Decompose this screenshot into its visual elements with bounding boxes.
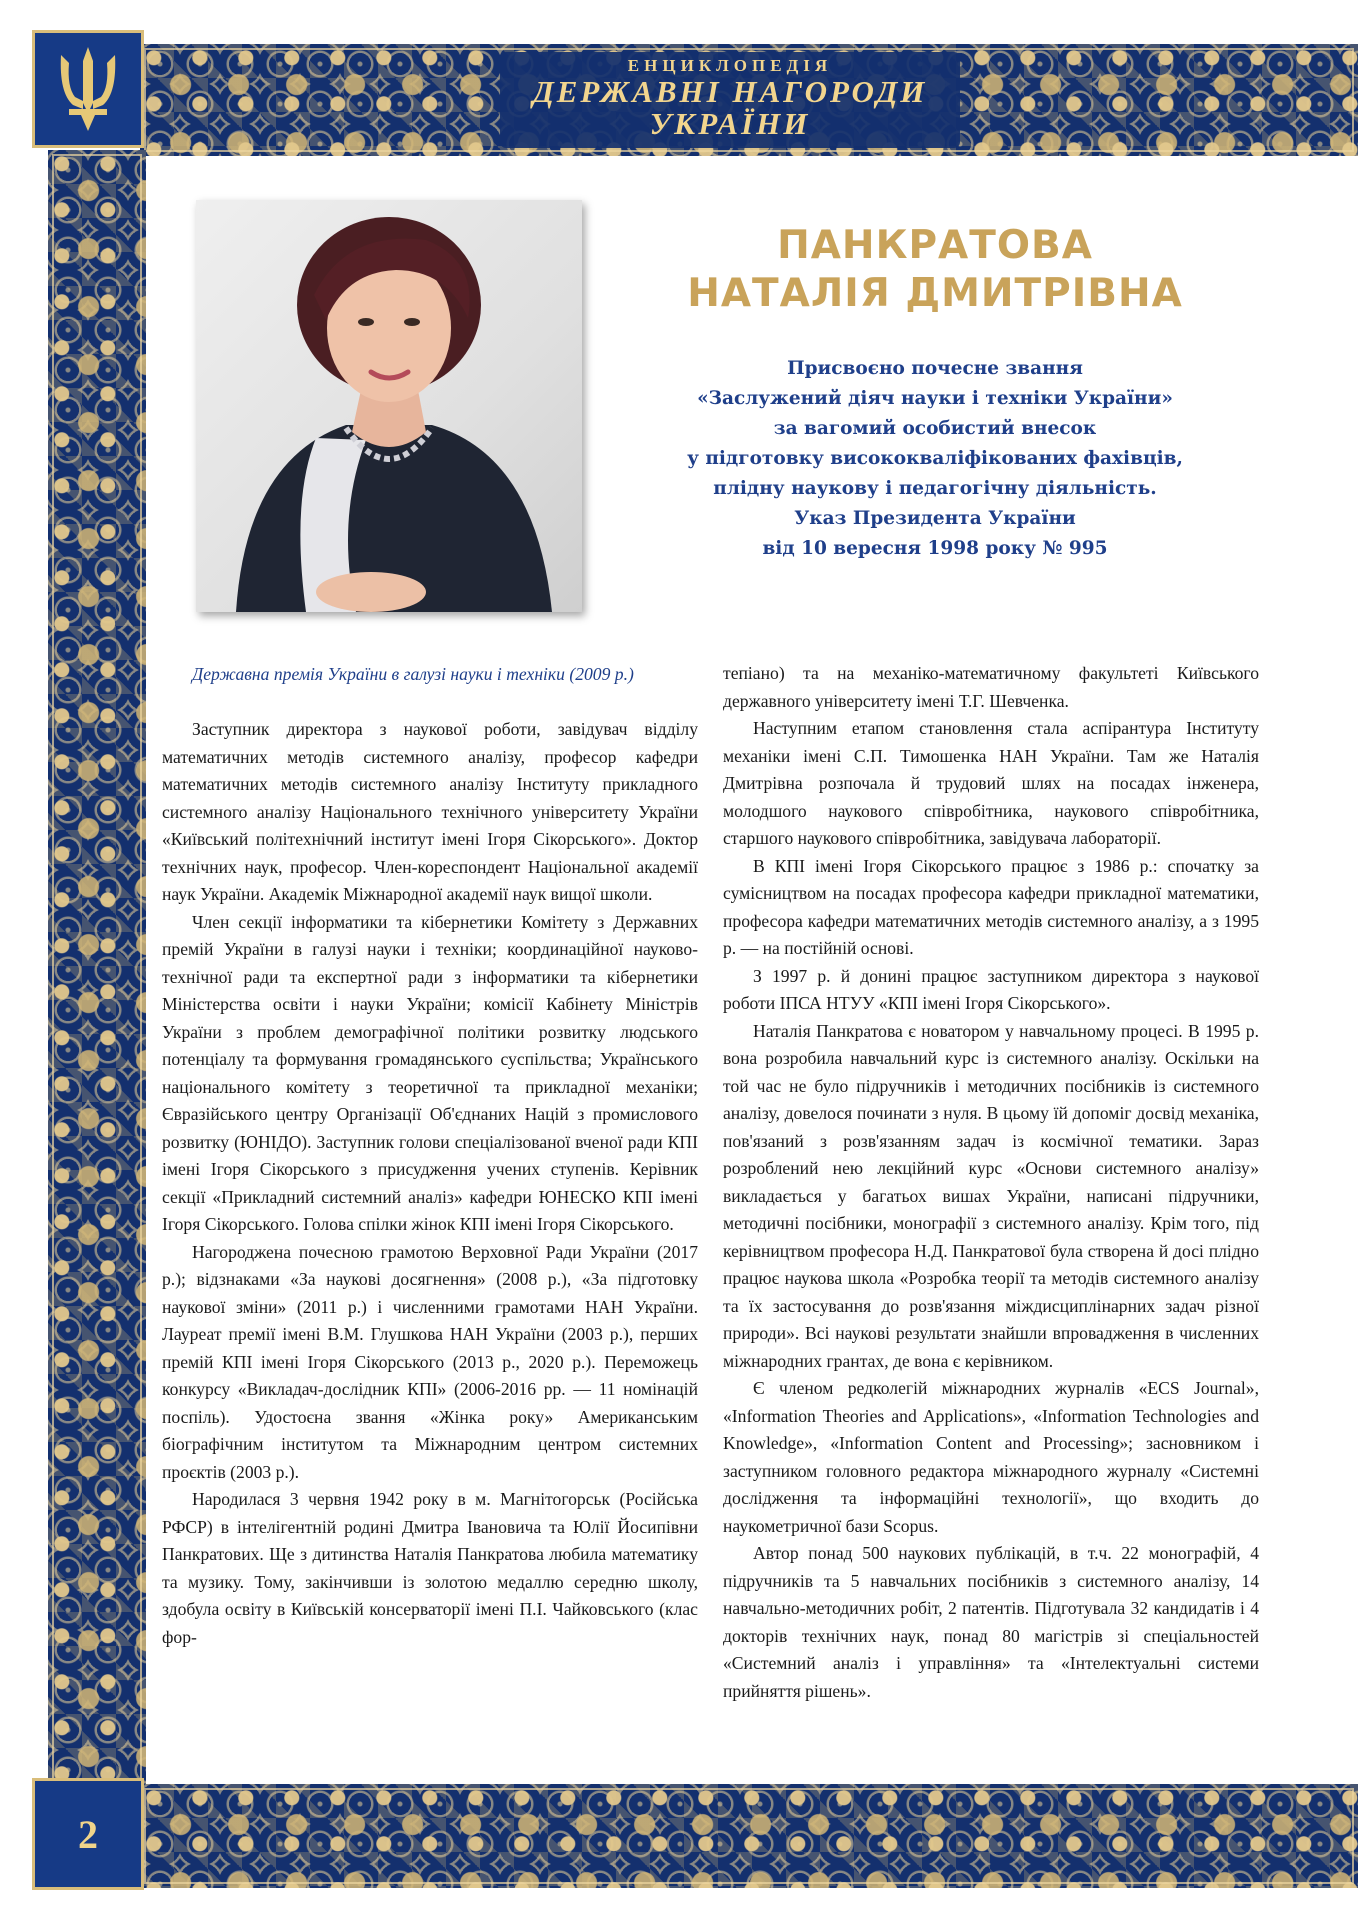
person-given-names: НАТАЛІЯ ДМИТРІВНА <box>687 271 1183 316</box>
person-name <box>640 222 1230 318</box>
paragraph: Заступник директора з наукової роботи, завідувач відділу математичних методів системного аналізу, професор кафедри математичних методів системного аналізу Інституту прикладного системного аналізу Національного технічного університету України «Київський політехнічний інститут імені Ігоря Сікорського». Доктор технічних наук, професор. Член-кореспондент Національної академії наук України. Академік Міжнародної академії наук вищої школи. <box>162 719 698 904</box>
paragraph: тепіано) та на механіко-математичному факультеті Київського державного університету імені Т.Г. Шевченка. <box>723 663 1259 711</box>
title-line-1: ДЕРЖАВНІ НАГОРОДИ <box>532 74 928 109</box>
paragraph: Автор понад 500 наукових публікацій, в т.ч. 22 монографій, 4 підручників та 5 навчальних посібників з системного аналізу, 14 навчально-методичних робіт, 2 патентів. Підготувала 32 кандидатів і 4 докторів технічних наук, понад 80 магістрів зі спеціальностей «Системний аналіз і управління» та «Інтелектуальні системи прийняття рішень». <box>723 1543 1259 1701</box>
award-line: за вагомий особистий внесок <box>773 418 1097 439</box>
paragraph: З 1997 р. й донині працює заступником директора з наукової роботи ІПСА НТУУ «КПІ імені Ігоря Сікорського». <box>723 965 1259 1013</box>
state-prize-caption: Державна премія України в галузі науки і техніки (2009 р.) <box>192 664 634 684</box>
award-line: Присвоєно почесне звання <box>787 358 1083 379</box>
paragraph: В КПІ імені Ігоря Сікорського працює з 1986 р.: спочатку за сумісництвом на посадах професора кафедри прикладної математики, професора кафедри математичних методів системного аналізу, а з 1995 р. — на постійній основі. <box>723 855 1259 958</box>
paragraph: Наступним етапом становлення стала аспірантура Інституту механіки імені С.П. Тимошенка НАН України. Там же Наталія Дмитрівна розпочала й трудовий шлях на посадах інженера, молодшого наукового співробітника, наукового співробітника, старшого наукового співробітника, завідувача лабораторії. <box>723 718 1259 848</box>
ornament-left-border <box>48 150 146 1790</box>
paragraph: Народилася 3 червня 1942 року в м. Магнітогорськ (Російська РФСР) в інтелігентній родині Дмитра Івановича та Юлії Йосипівни Панкратових. Ще з дитинства Наталія Панкратова любила математику та музику. Тому, закінчивши із золотою медаллю середню школу, здобула освіту в Київській консерваторії імені П.І. Чайковського (клас фор- <box>162 1489 698 1647</box>
paragraph: Член секції інформатики та кібернетики Комітету з Державних премій України в галузі науки і техніки; координаційної науково-технічної ради та експертної ради з інформатики та кібернетики Міністерства освіти і науки України; комісії Кабінету Міністрів України з проблем демографічної політики розвитку людського потенціалу та формування громадянського суспільства; Українського національного комітету з теоретичної та прикладної механіки; Євразійського центру Організації Об'єднаних Націй з промислового розвитку (ЮНІДО). Заступник голови спеціалізованої вченої ради КПІ імені Ігоря Сікорського з присудження учених ступенів. Керівник секції «Прикладний системний аналіз» кафедри ЮНЕСКО КПІ імені Ігоря Сікорського. Голова спілки жінок КПІ імені Ігоря Сікорського. <box>162 911 698 1234</box>
person-surname: ПАНКРАТОВА <box>777 223 1093 268</box>
encyclopedia-subtitle: ЕНЦИКЛОПЕДІЯ <box>627 56 833 75</box>
paragraph: Наталія Панкратова є новатором у навчальному процесі. В 1995 р. вона розробила навчальний курс із системного аналізу. Оскільки на той час не було підручників і методичних посібників із системного аналізу, довелося починати з нуля. В цьому їй допоміг досвід механіка, пов'язаний з розв'язанням задач із космічної тематики. Зараз розроблений нею лекційний курс «Основи системного аналізу» викладається у багатьох вишах України, написані підручники, методичні посібники, монографії з системного аналізу. Крім того, під керівництвом професора Н.Д. Панкратової була створена й досі плідно працює наукова школа «Розробка теорії та методів системного аналізу та їх застосування до розв'язання міждисциплінарних задач різної природи». Всі наукові результати знайшли впровадження в численних міжнародних грантах, де вона є керівником. <box>723 1020 1259 1371</box>
award-line: плідну наукову і педагогічну діяльність. <box>713 478 1157 499</box>
award-line: у підготовку висококваліфікованих фахівців, <box>687 448 1183 469</box>
text-column-left <box>162 660 698 1651</box>
award-line: від 10 вересня 1998 року № 995 <box>762 538 1108 559</box>
text-column-right <box>723 660 1259 1705</box>
portrait-photo <box>196 200 582 612</box>
paragraph: Є членом редколегій міжнародних журналів «ECS Journal», «Information Theories and Applications», «Information Technologies and Knowledge», «Information Content and Processing»; засновником і заступником головного редактора міжнародного журналу «Системні дослідження та інформаційні технології», що входить до наукометричної бази Scopus. <box>723 1378 1259 1536</box>
ornament-bottom-border <box>140 1784 1358 1888</box>
paragraph: Нагороджена почесною грамотою Верховної Ради України (2017 р.); відзнаками «За наукові досягнення» (2008 р.), «За підготовку наукової зміни» (2011 р.) і численними грамотами НАН України. Лауреат премії імені В.М. Глушкова НАН України (2003 р.), перших премій КПІ імені Ігоря Сікорського (2013 р., 2020 р.). Переможець конкурсу «Викладач-дослідник КПІ» (2006-2016 рр. — 11 номінацій поспіль). Удостоєна звання «Жінка року» Американським біографічним інститутом та Міжнародним центром системних проєктів (2003 р.). <box>162 1241 698 1482</box>
award-line: Указ Президента України <box>794 508 1076 529</box>
page-number: 2 <box>32 1778 144 1890</box>
trident-emblem-icon <box>53 43 123 135</box>
emblem-box <box>32 30 144 148</box>
award-line: «Заслужений діяч науки і техніки України» <box>697 388 1173 409</box>
title-line-2: УКРАЇНИ <box>649 106 811 141</box>
award-statement <box>640 354 1230 564</box>
encyclopedia-title <box>500 52 960 148</box>
